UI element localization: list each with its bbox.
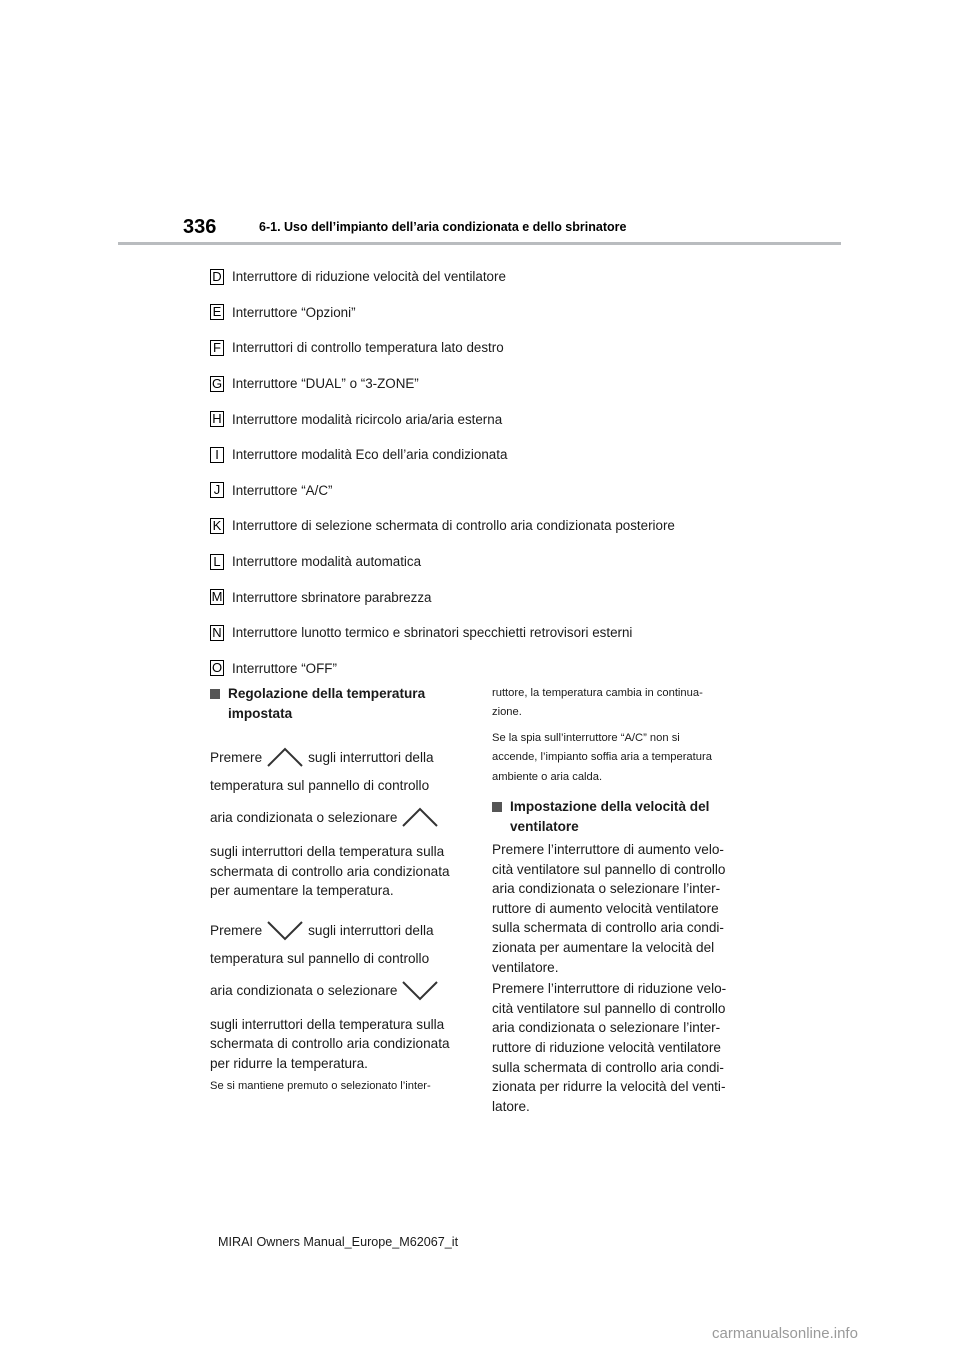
fan-speed-heading	[492, 797, 754, 837]
paragraph-line: zionata per aumentare la velocità del	[492, 940, 715, 955]
heading-line: Impostazione della velocità del	[510, 799, 710, 815]
paragraph-line: sulla schermata di controllo aria condi-	[492, 920, 724, 936]
legend-letter-badge: E	[210, 304, 224, 320]
instruction-line	[210, 979, 470, 1009]
legend-item	[210, 369, 810, 405]
instruction-line: per aumentare la temperatura.	[210, 883, 394, 899]
paragraph-line: cità ventilatore sul pannello di controllo	[492, 1000, 726, 1016]
legend-item	[210, 547, 810, 583]
text: Premere	[210, 750, 263, 765]
paragraph-line: Premere l’interruttore di aumento velo-	[492, 842, 724, 858]
legend-letter-badge: H	[210, 411, 224, 427]
legend-letter-badge: J	[210, 482, 224, 498]
text: aria condizionata o selezionare	[210, 982, 398, 998]
legend-text: Interruttore lunotto termico e sbrinatori specchietti retrovisori esterni	[232, 625, 633, 641]
paragraph-line: latore.	[492, 1098, 530, 1114]
legend-text: Interruttore “A/C”	[232, 482, 333, 498]
instruction-line: schermata di controllo aria condizionata	[210, 863, 450, 879]
left-column	[210, 684, 470, 1096]
temperature-heading	[210, 684, 470, 724]
instruction-line: per ridurre la temperatura.	[210, 1055, 368, 1071]
chevron-down-icon	[266, 919, 304, 941]
legend-letter-badge: F	[210, 340, 224, 356]
chevron-up-icon	[401, 806, 439, 828]
section-title: 6-1. Uso dell’impianto dell’aria condizionata e dello sbrinatore	[259, 220, 627, 234]
paragraph-line: sulla schermata di controllo aria condi-	[492, 1059, 724, 1075]
legend-item	[210, 262, 810, 298]
note-line: ambiente o aria calda.	[492, 770, 603, 783]
heading-line: impostata	[228, 706, 293, 721]
text: aria condizionata o selezionare	[210, 810, 398, 825]
square-bullet-icon	[492, 802, 502, 812]
legend-text: Interruttori di controllo temperatura lato destro	[232, 340, 504, 356]
legend-text: Interruttore di riduzione velocità del ventilatore	[232, 269, 506, 285]
instruction-line: schermata di controllo aria condizionata	[210, 1036, 450, 1052]
note-line: Se si mantiene premuto o selezionato l’inter-	[210, 1079, 431, 1092]
instruction-line	[210, 806, 470, 836]
instruction-line: sugli interruttori della temperatura sulla	[210, 1016, 445, 1032]
legend-text: Interruttore “OFF”	[232, 660, 337, 676]
legend-letter-badge: D	[210, 269, 224, 285]
legend-text: Interruttore “Opzioni”	[232, 304, 356, 320]
watermark-link[interactable]: carmanualsonline.info	[712, 1325, 858, 1342]
legend-item	[210, 476, 810, 512]
instruction-line	[210, 919, 470, 949]
paragraph-line: aria condizionata o selezionare l’inter-	[492, 881, 721, 897]
instruction-line: temperatura sul pannello di controllo	[210, 950, 430, 966]
legend-text: Interruttore sbrinatore parabrezza	[232, 589, 432, 605]
paragraph-line: ventilatore.	[492, 959, 559, 975]
page-number: 336	[183, 216, 217, 238]
paragraph-line: Premere l’interruttore di riduzione velo-	[492, 981, 727, 997]
note-line: ruttore, la temperatura cambia in continua-	[492, 687, 703, 699]
legend-item	[210, 298, 810, 334]
legend-letter-badge: N	[210, 625, 224, 641]
legend-letter-badge: O	[211, 660, 223, 676]
legend-text: Interruttore di selezione schermata di controllo aria condizionata posteriore	[232, 518, 675, 534]
header-rule	[118, 242, 841, 245]
paragraph-line: aria condizionata o selezionare l’inter-	[492, 1020, 721, 1036]
text: sugli interruttori della	[308, 922, 434, 938]
legend-text: Interruttore modalità Eco dell’aria condizionata	[232, 447, 508, 463]
legend-letter-badge: G	[211, 375, 223, 391]
legend-item	[210, 511, 810, 547]
legend-letter-badge: L	[210, 554, 224, 570]
paragraph-line: cità ventilatore sul pannello di controllo	[492, 861, 726, 877]
legend-list	[210, 262, 810, 689]
heading-line: Regolazione della temperatura	[228, 686, 426, 701]
text: sugli interruttori della	[308, 750, 434, 765]
paragraph-line: zionata per ridurre la velocità del venti-	[492, 1079, 726, 1095]
legend-letter-badge: M	[211, 589, 223, 605]
note-line: Se la spia sull’interruttore “A/C” non si	[492, 731, 680, 744]
paragraph-line: ruttore di aumento velocità ventilatore	[492, 900, 719, 916]
legend-item	[210, 440, 810, 476]
footer-text: MIRAI Owners Manual_Europe_M62067_it	[218, 1235, 459, 1249]
paragraph-line: ruttore di riduzione velocità ventilatore	[492, 1039, 721, 1055]
legend-item	[210, 618, 810, 654]
text: Premere	[210, 922, 263, 938]
instruction-line: temperatura sul pannello di controllo	[210, 778, 430, 793]
legend-letter-badge: I	[210, 447, 224, 463]
chevron-up-icon	[266, 746, 304, 768]
legend-text: Interruttore modalità automatica	[232, 554, 422, 570]
legend-text: Interruttore “DUAL” o “3-ZONE”	[232, 376, 419, 392]
heading-line: ventilatore	[510, 819, 579, 835]
chevron-down-icon	[401, 979, 439, 1001]
legend-text: Interruttore modalità ricircolo aria/aria esterna	[232, 411, 503, 427]
instruction-line	[210, 746, 470, 776]
right-column	[492, 684, 754, 1116]
legend-item	[210, 582, 810, 618]
note-line: zione.	[492, 706, 522, 719]
legend-letter-badge: K	[210, 518, 224, 534]
note-line: accende, l’impianto soffia aria a temperatura	[492, 751, 712, 764]
legend-item	[210, 404, 810, 440]
legend-item	[210, 333, 810, 369]
instruction-line: sugli interruttori della temperatura sulla	[210, 844, 445, 859]
square-bullet-icon	[210, 689, 220, 699]
